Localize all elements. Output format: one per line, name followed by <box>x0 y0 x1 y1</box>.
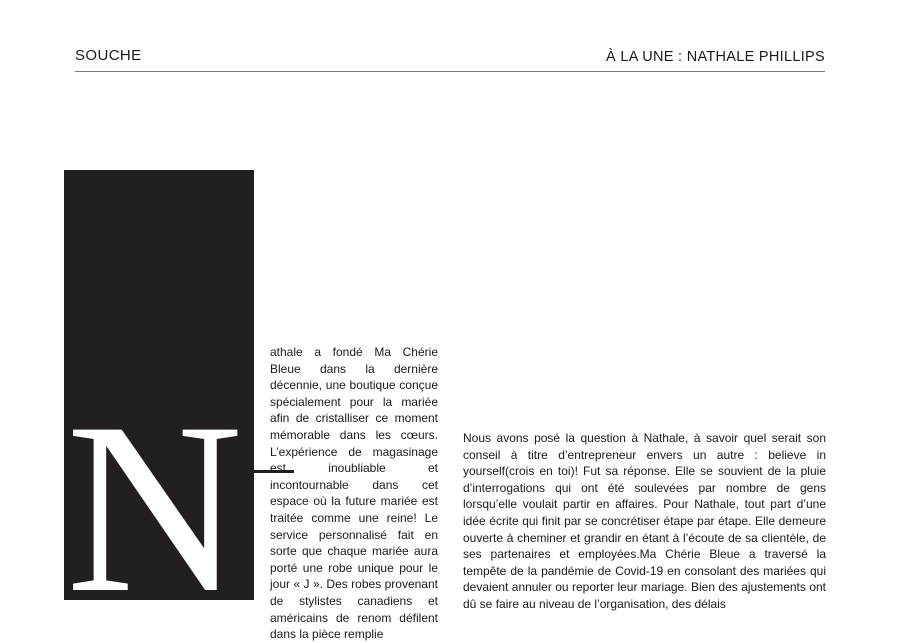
article-column-2: Nous avons posé la question à Nathale, à savoir quel serait son conseil à titre d’entrepreneur envers un autre : believe in yourself(crois en toi)! Fut sa réponse. Elle se souvient de la pluie d’interrogations qui ont été soulevées par nombre de gens lorsqu’elle voulait partir en affaires. Pour Nathale, tout part d’une idée écrite qui finit par se concrétiser étape par étape. Elle demeure ouverte à cheminer et grandir en étant à l’écoute de sa clientèle, de ses partenaires et employées.Ma Chérie Bleue a traversé la tempête de la pandémie de Covid-19 en consolant des mariées qui devaient annuler ou reporter leur mariage. Bien des ajustements ont dû se faire au niveau de l’organisation, des délais <box>463 431 826 611</box>
feature-title: À LA UNE : NATHALE PHILLIPS <box>606 49 825 65</box>
section-label: SOUCHE <box>75 47 142 64</box>
dropcap-letter: N <box>66 372 243 600</box>
article-column-1: athale a fondé Ma Chérie Bleue dans la dernière décennie, une boutique conçue spécialement pour la mariée afin de cristalliser ce moment mémorable dans les cœurs. L’expérience de magasinage est inoubliable et incontournable dans cet espace où la future mariée est traitée comme une reine! Le service personnalisé fait en sorte que chaque mariée aura porté une robe unique pour le jour « J ». Des robes provenant de stylistes canadiens et américains de renom défilent dans la pièce remplie <box>270 345 438 642</box>
header-divider <box>75 71 825 72</box>
dropcap-block <box>64 170 254 600</box>
